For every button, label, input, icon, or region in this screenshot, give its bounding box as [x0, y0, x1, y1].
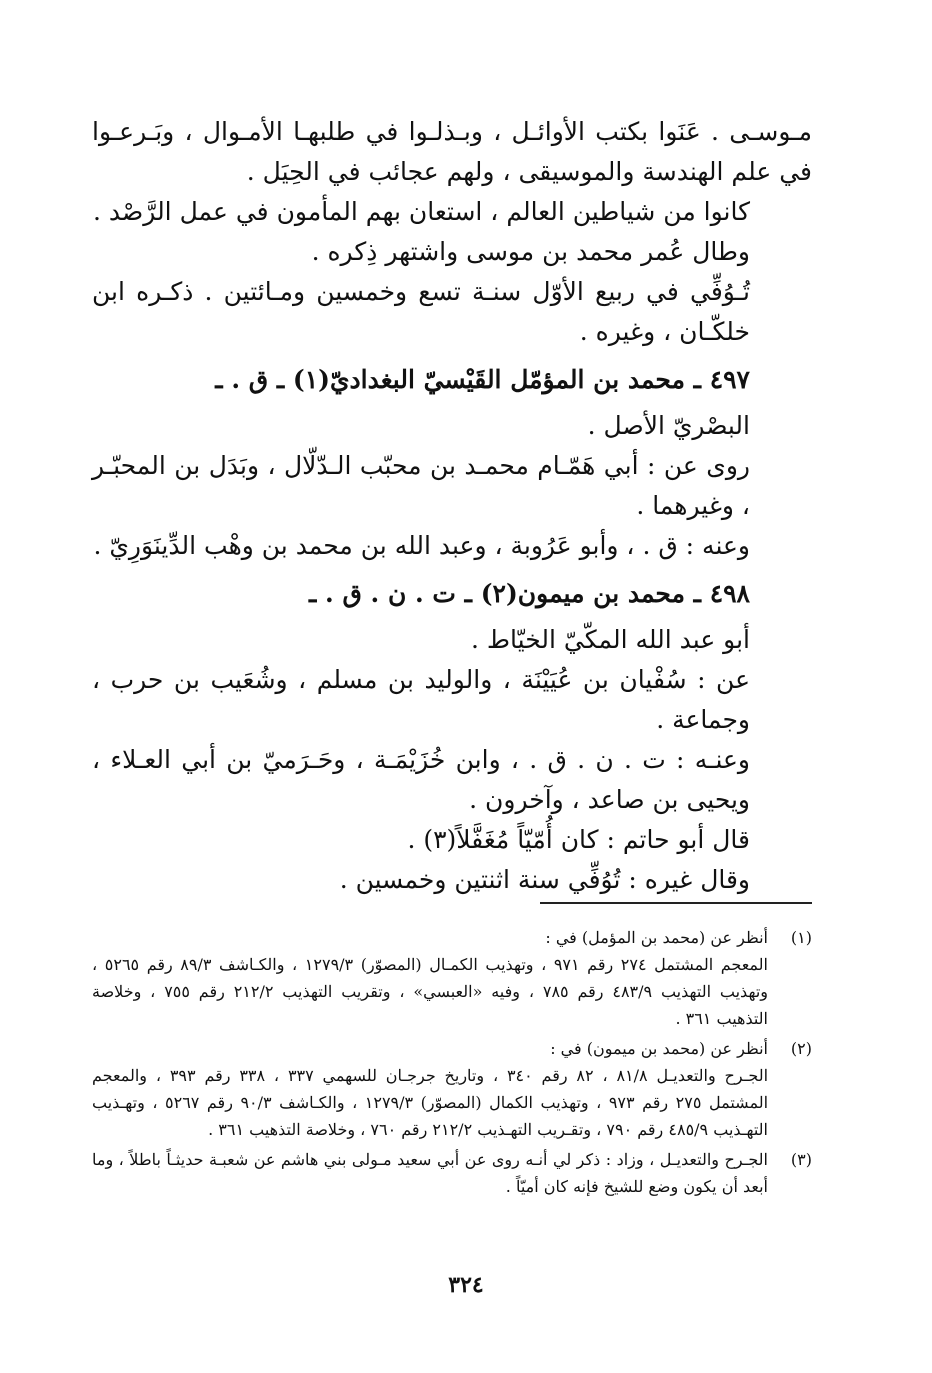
page-number: ٣٢٤: [448, 1272, 484, 1298]
footnote-number: (٢): [790, 1039, 812, 1058]
entry-heading: ٤٩٧ ـ محمد بن المؤمّل القَيْسيّ البغداديّ(١) ـ ق . ـ: [215, 365, 750, 394]
entry-line: عن : سُفْيان بن عُيَيْنَة ، والوليد بن مسلم ، وشُعَيب بن حرب ، وجماعة .: [92, 665, 750, 734]
footnote-line: أنظر عن (محمد بن المؤمل) في :: [545, 928, 768, 947]
footnote-separator: [540, 902, 812, 904]
entry-line: وعنه : ق . ، وأبو عَرُوبة ، وعبد الله بن محمد بن وهْب الدِّينَوَرِيّ .: [93, 531, 750, 560]
footnote-line: المعجم المشتمل ٢٧٤ رقم ٩٧١ ، وتهذيب الكمـال (المصوّر) ١٢٧٩/٣ ، والكـاشف ٨٩/٣ رقم ٥٢٦٥ ، وتهذيب التهذيب ٤٨٣/٩ رقم ٧٨٥ ، وفيه «العبسي» ، وتقريب التهذيب ٢١٢/٢ رقم ٧٥٥ ، وخلاصة التذهيب ٣٦١ .: [92, 955, 769, 1028]
footnotes: [92, 924, 812, 1203]
footnote-number: (١): [790, 928, 812, 947]
footnote-text: [92, 924, 768, 1032]
entry-heading: ٤٩٨ ـ محمد بن ميمون(٢) ـ ت . ن . ق . ـ: [309, 579, 750, 608]
paragraph: مـوسـى . عَنَوا بكتب الأوائـل ، وبـذلـوا في طلبهـا الأمـوال ، وبَـرعـوا في علم الهندسة والموسيقى ، ولهم عجائب في الحِيَل .: [92, 117, 812, 186]
footnote: [92, 1035, 812, 1143]
entry-line: قال أبو حاتم : كان أُمّيّاً مُغَفَّلاً(٣) .: [407, 825, 750, 854]
footnote: [92, 1146, 812, 1200]
entry-line: روى عن : أبي هَمّـام محمـد بن محبّب الـدّلّال ، وبَدَل بن المحبّـر ، وغيرهما .: [92, 451, 750, 520]
main-text: [92, 112, 812, 900]
footnote-line: الجـرح والتعديـل ٨١/٨ ، ٨٢ رقم ٣٤٠ ، وتاريخ جرجـان للسهمي ٣٣٧ ، ٣٣٨ رقم ٣٩٣ ، والمعجم المشتمل ٢٧٥ رقم ٩٧٣ ، وتهذيب الكمال (المصوّر) ١٢٧٩/٣ ، والكـاشف ٩٠/٣ رقم ٥٢٦٧ ، وتهـذيب التهـذيب ٤٨٥/٩ رقم ٧٩٠ ، وتقـريب التهـذيب ٢١٢/٢ رقم ٧٦٠ ، وخلاصة التذهيب ٣٦١ .: [92, 1066, 769, 1139]
footnote-number: (٣): [790, 1150, 812, 1169]
footnote: [92, 924, 812, 1032]
entry-line: أبو عبد الله المكّيّ الخيّاط .: [471, 625, 750, 654]
entry-line: وقال غيره : تُوُفِّي سنة اثنتين وخمسين .: [339, 865, 750, 894]
footnote-line: الجـرح والتعديـل ، وزاد : ذكر لي أنـه روى عن أبي سعيد مـولى بني هاشم عن شعبـة حديثـاً باطلاً ، وما أبعد أن يكون وضع للشيخ فإنه كان أميّاً .: [92, 1150, 769, 1196]
paragraph: كانوا من شياطين العالم ، استعان بهم المأمون في عمل الرَّصْد .: [93, 197, 750, 226]
entry-line: وعنـه : ت . ن . ق . ، وابن خُزَيْمَـة ، وحَـرَميّ بن أبي العـلاء ، ويحيى بن صاعد ، وآخرون .: [92, 745, 750, 814]
paragraph: تُـوُفِّي في ربيع الأوّل سنـة تسع وخمسين ومـائتين . ذكـره ابن خلكّـان ، وغيره .: [92, 277, 750, 346]
footnote-text: [92, 1146, 768, 1200]
entry-line: البصْريّ الأصل .: [587, 411, 750, 440]
footnote-text: [92, 1035, 768, 1143]
footnote-line: أنظر عن (محمد بن ميمون) في :: [550, 1039, 768, 1058]
paragraph: وطال عُمر محمد بن موسى واشتهر ذِكره .: [311, 237, 750, 266]
